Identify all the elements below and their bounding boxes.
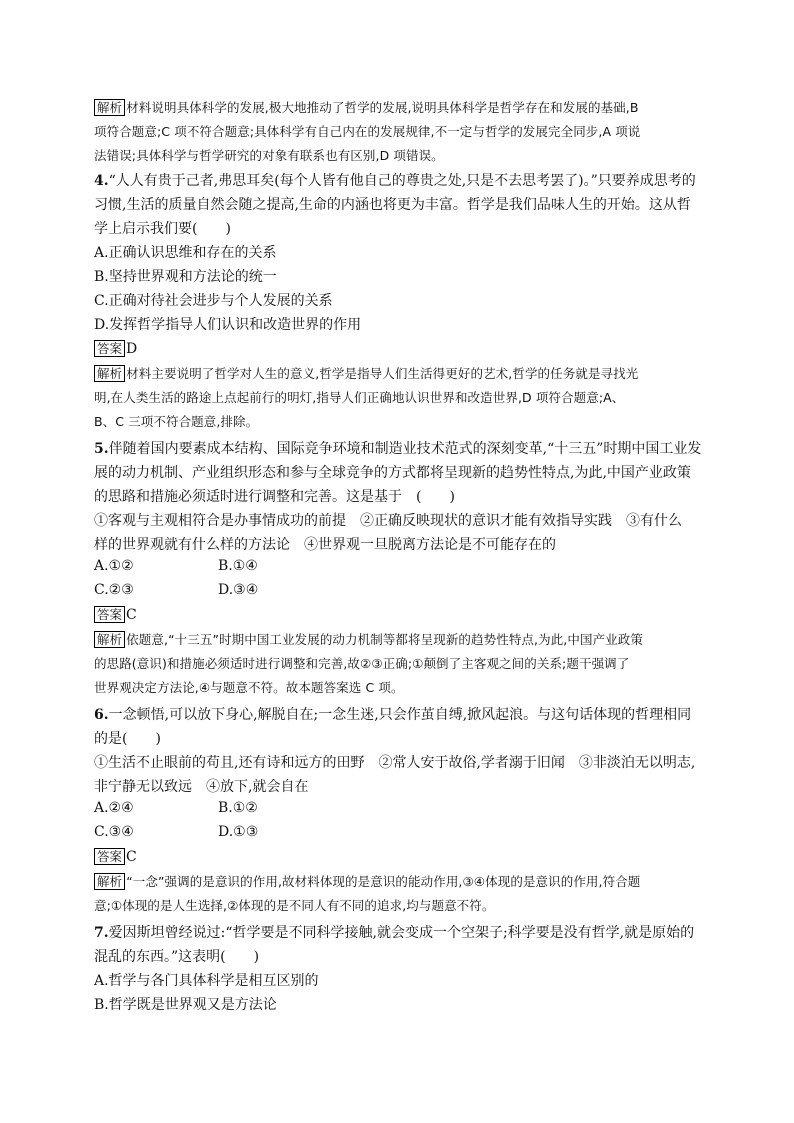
question-5-stem: 展的动力机制、产业组织形态和参与全球竞争的方式都将呈现新的趋势性特点,为此,中国产业政策 bbox=[94, 465, 691, 481]
analysis-tag: 解析 bbox=[94, 99, 125, 116]
question-6-stem: 的是( ) bbox=[94, 731, 161, 747]
options-row bbox=[94, 824, 259, 840]
question-7-stem: 混乱的东西。”这表明( ) bbox=[94, 949, 260, 965]
question-4-stem: 学上启示我们要( ) bbox=[94, 221, 231, 237]
question-7-stem: 7.爱因斯坦曾经说过:“哲学要是不同科学接触,就会变成一个空架子;科学要是没有哲学,就是原始的 bbox=[94, 925, 695, 941]
analysis-tag: 解析 bbox=[94, 873, 125, 890]
options-row bbox=[94, 800, 258, 816]
option-b: B.①② bbox=[218, 800, 258, 816]
statements: ①客观与主观相符合是办事情成功的前提 ②正确反映现状的意识才能有效指导实践 ③有什么 bbox=[94, 513, 682, 529]
analysis-line: 解析 材料主要说明了哲学对人生的意义,哲学是指导人们生活得更好的艺术,哲学的任务就是寻找光 bbox=[94, 364, 638, 382]
option-c: C.③④ bbox=[94, 824, 134, 840]
option-b: B.坚持世界观和方法论的统一 bbox=[94, 269, 277, 285]
analysis-tag: 解析 bbox=[94, 631, 125, 648]
answer-tag: 答案 bbox=[94, 340, 125, 357]
options-row bbox=[94, 582, 259, 598]
analysis-tag: 解析 bbox=[94, 365, 125, 382]
option-a: A.正确认识思维和存在的关系 bbox=[94, 245, 277, 261]
statements: 样的世界观就有什么样的方法论 ④世界观一旦脱离方法论是不可能存在的 bbox=[94, 537, 556, 553]
analysis-line: 项符合题意;C 项不符合题意;具体科学有自己内在的发展规律,不一定与哲学的发展完全同步,A 项说 bbox=[94, 124, 641, 139]
answer-line bbox=[94, 606, 137, 623]
analysis-line: 解析 依题意,“十三五”时期中国工业发展的动力机制等都将呈现新的趋势性特点,为此,中国产业政策 bbox=[94, 630, 643, 648]
statements: 非宁静无以致远 ④放下,就会自在 bbox=[94, 779, 309, 795]
answer-line bbox=[94, 848, 137, 865]
analysis-line: 解析 材料说明具体科学的发展,极大地推动了哲学的发展,说明具体科学是哲学存在和发展的基础,B bbox=[94, 98, 639, 116]
question-4-stem: 习惯,生活的质量自然会随之提高,生命的内涵也将更为丰富。哲学是我们品味人生的开始。这从哲 bbox=[94, 197, 691, 213]
answer-tag: 答案 bbox=[94, 848, 125, 865]
question-4-stem: 4.“人人有贵于己者,弗思耳矣(每个人皆有他自己的尊贵之处,只是不去思考罢了)。”只要养成思考的 bbox=[94, 173, 696, 189]
option-b: B.①④ bbox=[218, 558, 258, 574]
analysis-line: 解析 “一念”强调的是意识的作用,故材料体现的是意识的能动作用,③④体现的是意识的作用,符合题 bbox=[94, 872, 640, 890]
answer-value: D bbox=[126, 341, 138, 357]
analysis-line: B、C 三项不符合题意,排除。 bbox=[94, 414, 259, 429]
answer-value: C bbox=[126, 849, 137, 865]
option-d: D.发挥哲学指导人们认识和改造世界的作用 bbox=[94, 317, 362, 333]
option-d: D.③④ bbox=[218, 582, 259, 598]
option-a: A.②④ bbox=[94, 800, 134, 816]
analysis-line: 法错误;具体科学与哲学研究的对象有联系也有区别,D 项错误。 bbox=[94, 148, 444, 163]
analysis-line: 明,在人类生活的路途上点起前行的明灯,指导人们正确地认识世界和改造世界,D 项符合题意;A、 bbox=[94, 390, 625, 405]
question-5-stem: 5.伴随着国内要素成本结构、国际竞争环境和制造业技术范式的深刻变革,“十三五”时期中国工业发 bbox=[94, 441, 702, 457]
answer-value: C bbox=[126, 607, 137, 623]
option-b: B.哲学既是世界观又是方法论 bbox=[94, 997, 277, 1013]
option-a: A.①② bbox=[94, 558, 134, 574]
question-6-stem: 6.一念顿悟,可以放下身心,解脱自在;一念生迷,只会作茧自缚,掀风起浪。与这句话体现的哲理相同 bbox=[94, 707, 692, 723]
option-d: D.①③ bbox=[218, 824, 259, 840]
options-row bbox=[94, 558, 258, 574]
statements: ①生活不止眼前的苟且,还有诗和远方的田野 ②常人安于故俗,学者溺于旧闻 ③非淡泊无以明志, bbox=[94, 755, 696, 771]
analysis-line: 意;①体现的是人生选择,②体现的是不同人有不同的追求,均与题意不符。 bbox=[94, 898, 495, 913]
question-5-stem: 的思路和措施必须适时进行调整和完善。这是基于 ( ) bbox=[94, 489, 455, 505]
analysis-line: 的思路(意识)和措施必须适时进行调整和完善,故②③正确;①颠倒了主客观之间的关系;题干强调了 bbox=[94, 656, 630, 671]
answer-tag: 答案 bbox=[94, 606, 125, 623]
option-c: C.②③ bbox=[94, 582, 134, 598]
option-c: C.正确对待社会进步与个人发展的关系 bbox=[94, 293, 333, 309]
analysis-line: 世界观决定方法论,④与题意不符。故本题答案选 C 项。 bbox=[94, 680, 404, 695]
option-a: A.哲学与各门具体科学是相互区别的 bbox=[94, 973, 319, 989]
answer-line bbox=[94, 340, 137, 357]
